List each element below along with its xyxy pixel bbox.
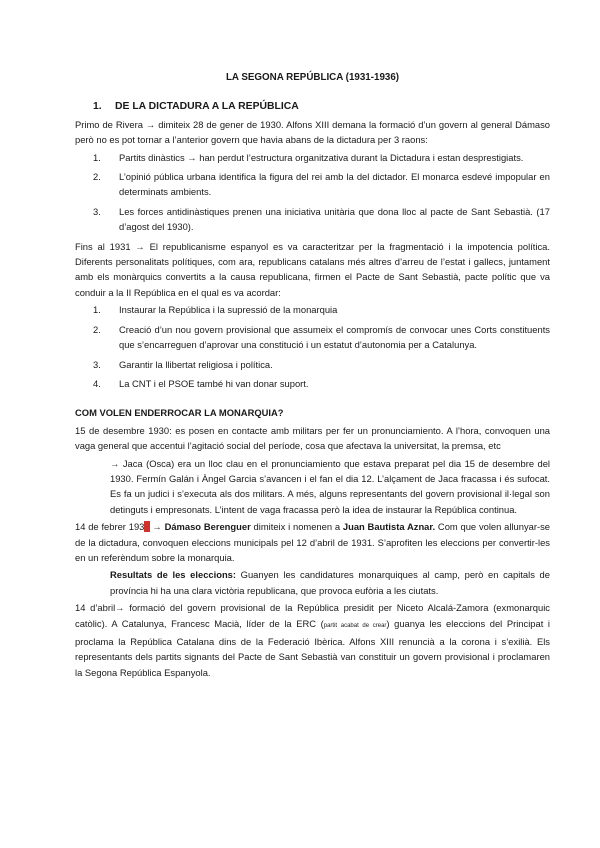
list-text: La CNT i el PSOE també hi van donar suport. <box>119 377 309 389</box>
list-number: 3. <box>93 358 101 370</box>
list-number: 4. <box>93 377 101 389</box>
section-number: 1. <box>93 101 102 113</box>
section-heading-text: DE LA DICTADURA A LA REPÚBLICA <box>115 101 299 113</box>
results-label: Resultats de les eleccions: <box>110 569 237 581</box>
list-item <box>93 322 550 353</box>
list-number: 1. <box>93 304 101 316</box>
february-mid-text: dimiteix i nomenen a <box>250 521 343 533</box>
section-heading-1 <box>93 99 550 114</box>
list-number: 2. <box>93 323 101 335</box>
results-text: Guanyen les candidatures monarquiques al camp, però en capitals de província hi ha una clara victòria republicana, que provoca eufòria a les ciutats. <box>110 569 550 596</box>
april-text-a: 14 d’abril→ formació del govern provisional de la República presidit per Niceto Alcalá-Zamora (exmonarquic catòlic). A Catalunya, Francesc Macià, líder de la ERC ( <box>75 602 550 629</box>
republicanism-paragraph: Fins al 1931 → El republicanisme espanyol es va caracteritzar per la fragmentació i la impotencia política. Diferents personalitats polítiques, com ara, republicans catalans més altres d’arreu de l’estat i gallecs, juntament amb els monàrquics convertits a la causa republicana, firmen el Pacte de Sant Sebastià, pacte polític que va conduir a la II República en el qual es va acordar: <box>75 240 550 298</box>
election-results-paragraph <box>110 567 550 598</box>
arrow-text: → <box>149 521 165 533</box>
february-paragraph <box>75 519 550 565</box>
intro-paragraph: Primo de Rivera → dimiteix 28 de gener de 1930. Alfons XIII demana la formació d’un govern al general Dámaso però no es pot tornar a l’anterior govern que havia abans de la dictadura per 3 raons: <box>75 118 550 146</box>
list-item <box>93 357 550 372</box>
list-text: Instaurar la República i la supressió de la monarquia <box>119 304 338 316</box>
list-number: 2. <box>93 171 101 183</box>
list-text: Creació d’un nou govern provisional que assumeix el compromís de convocar unes Corts constituents que s’encarreguen d’aprovar una constitució i un estatut d’autonomia per a Catalunya. <box>119 323 550 351</box>
name-aznar: Juan Bautista Aznar. <box>342 521 436 533</box>
name-berenguer: Dámaso Berenguer <box>164 521 251 533</box>
list-text: Partits dinàstics → han perdut l’estructura organitzativa durant la Dictadura i estan desprestigiats. <box>119 151 524 163</box>
april-paragraph <box>75 600 550 680</box>
erc-note: partit acabat de crear <box>323 622 387 629</box>
list-item <box>93 150 550 165</box>
highlight-mark: 1 <box>144 521 150 533</box>
list-item <box>93 204 550 235</box>
december-paragraph: 15 de desembre 1930: es posen en contacte amb militars per fer un pronunciamiento. A l’hora, convoquen una vaga general que accentui l’agitació social del període, cosa que afectava la universitat, la premsa, etc <box>75 424 550 452</box>
list-item <box>93 376 550 391</box>
list-text: Les forces antidinàstiques prenen una iniciativa unitària que dona lloc al pacte de Sant Sebastià. (17 d’agost del 1930). <box>119 205 550 233</box>
reasons-list <box>75 150 550 235</box>
february-date: 14 de febrer 193 <box>75 521 145 533</box>
section-heading-2: COM VOLEN ENDERROCAR LA MONARQUIA? <box>75 407 284 419</box>
list-number: 3. <box>93 205 101 217</box>
list-item <box>93 302 550 317</box>
page-title: LA SEGONA REPÚBLICA (1931-1936) <box>225 72 400 83</box>
agreements-list <box>75 302 550 391</box>
list-text: L’opinió pública urbana identifica la figura del rei amb la del dictador. El monarca esdevé impopular en determinats ambients. <box>119 171 550 198</box>
april-text-b: ) guanya les eleccions del Principat i proclama la República Catalana dins de la Federació Ibèrica. Alfons XIII renuncià a la corona i s’exilià. Els representants dels partits signants del Pacte de Sant Sebastià van constituir un govern provisional i proclamaren la Segona República Espanyola. <box>75 617 550 678</box>
february-rest-text: Com que volen allunyar-se de la dictadura, convoquen eleccions municipals pel 12 d’abril de 1931. S’aprofiten les eleccions per convertir-les en un referèndum sobre la monarquia. <box>75 521 550 563</box>
list-text: Garantir la llibertat religiosa i política. <box>119 358 273 370</box>
list-number: 1. <box>93 151 101 163</box>
jaca-paragraph: → Jaca (Osca) era un lloc clau en el pronunciamiento que estava preparat pel dia 15 de desembre del 1930. Fermín Galán i Àngel Garcia s’avancen i el fan el dia 12. L’alçament de Jaca fracassa i és sufocat. Es fa un judici i s’executa als dos militars. A més, alguns representants del govern provisional il·legal son detinguts i empresonats. L’intent de vaga fracassa però la idea de instaurar la República continua. <box>110 457 550 515</box>
list-item <box>93 169 550 200</box>
